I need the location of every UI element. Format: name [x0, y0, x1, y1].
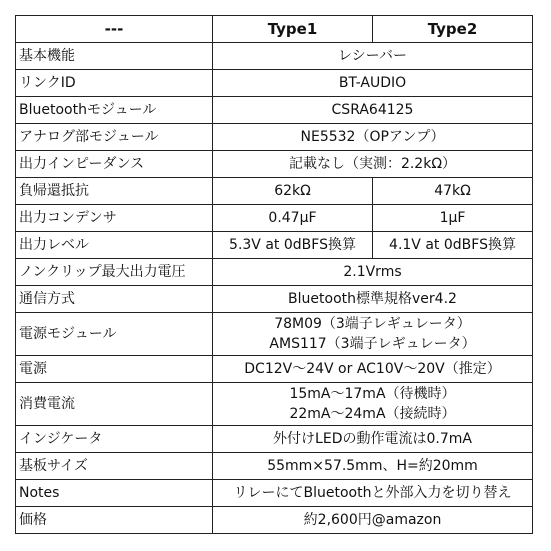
header-type1: Type1 — [213, 16, 373, 43]
row-value: 約2,600円@amazon — [213, 507, 533, 534]
row-label: アナログ部モジュール — [16, 124, 213, 151]
row-value-line2: AMS117（3端子レギュレータ） — [269, 336, 476, 352]
row-value: Bluetooth標準規格ver4.2 — [213, 286, 533, 313]
row-value-type1: 62kΩ — [213, 178, 373, 205]
header-col0: --- — [16, 16, 213, 43]
row-label: 基本機能 — [16, 43, 213, 70]
table-row — [16, 259, 533, 286]
row-label: 消費電流 — [16, 383, 213, 426]
table-header-row — [16, 16, 533, 43]
table-row — [16, 205, 533, 232]
table-row — [16, 124, 533, 151]
row-value: リレーにてBluetoothと外部入力を切り替え — [213, 480, 533, 507]
table-row — [16, 178, 533, 205]
table-row — [16, 97, 533, 124]
table-row — [16, 453, 533, 480]
table-row — [16, 383, 533, 426]
table-row — [16, 151, 533, 178]
row-label: Notes — [16, 480, 213, 507]
row-value: 2.1Vrms — [213, 259, 533, 286]
header-type2: Type2 — [373, 16, 533, 43]
row-value: DC12V～24V or AC10V～20V（推定） — [213, 356, 533, 383]
row-label: 価格 — [16, 507, 213, 534]
row-value: 55mm×57.5mm、H=約20mm — [213, 453, 533, 480]
row-value: レシーバー — [213, 43, 533, 70]
row-label: インジケータ — [16, 426, 213, 453]
table-row — [16, 286, 533, 313]
row-label: 出力コンデンサ — [16, 205, 213, 232]
row-value-type2: 1μF — [373, 205, 533, 232]
row-value-type2: 4.1V at 0dBFS換算 — [373, 232, 533, 259]
row-label: 出力レベル — [16, 232, 213, 259]
row-value — [213, 383, 533, 426]
spec-table — [15, 15, 533, 534]
table-row — [16, 313, 533, 356]
row-value-line1: 15mA～17mA（待機時） — [289, 386, 456, 402]
table-row — [16, 232, 533, 259]
row-value — [213, 313, 533, 356]
row-value: CSRA64125 — [213, 97, 533, 124]
row-value-type1: 5.3V at 0dBFS換算 — [213, 232, 373, 259]
row-value: 外付けLEDの動作電流は0.7mA — [213, 426, 533, 453]
table-row — [16, 356, 533, 383]
row-label: ノンクリップ最大出力電圧 — [16, 259, 213, 286]
row-label: 電源 — [16, 356, 213, 383]
row-label: Bluetoothモジュール — [16, 97, 213, 124]
table-row — [16, 480, 533, 507]
row-label: 通信方式 — [16, 286, 213, 313]
row-value: BT-AUDIO — [213, 70, 533, 97]
row-value: NE5532（OPアンプ） — [213, 124, 533, 151]
table-row — [16, 43, 533, 70]
row-value-line2: 22mA～24mA（接続時） — [289, 406, 456, 422]
row-value-line1: 78M09（3端子レギュレータ） — [274, 316, 471, 332]
row-label: 負帰還抵抗 — [16, 178, 213, 205]
row-value-type2: 47kΩ — [373, 178, 533, 205]
row-value-type1: 0.47μF — [213, 205, 373, 232]
row-label: 出力インピーダンス — [16, 151, 213, 178]
table-row — [16, 426, 533, 453]
row-label: 電源モジュール — [16, 313, 213, 356]
row-value: 記載なし（実測：2.2kΩ） — [213, 151, 533, 178]
table-row — [16, 70, 533, 97]
row-label: リンクID — [16, 70, 213, 97]
table-row — [16, 507, 533, 534]
row-label: 基板サイズ — [16, 453, 213, 480]
